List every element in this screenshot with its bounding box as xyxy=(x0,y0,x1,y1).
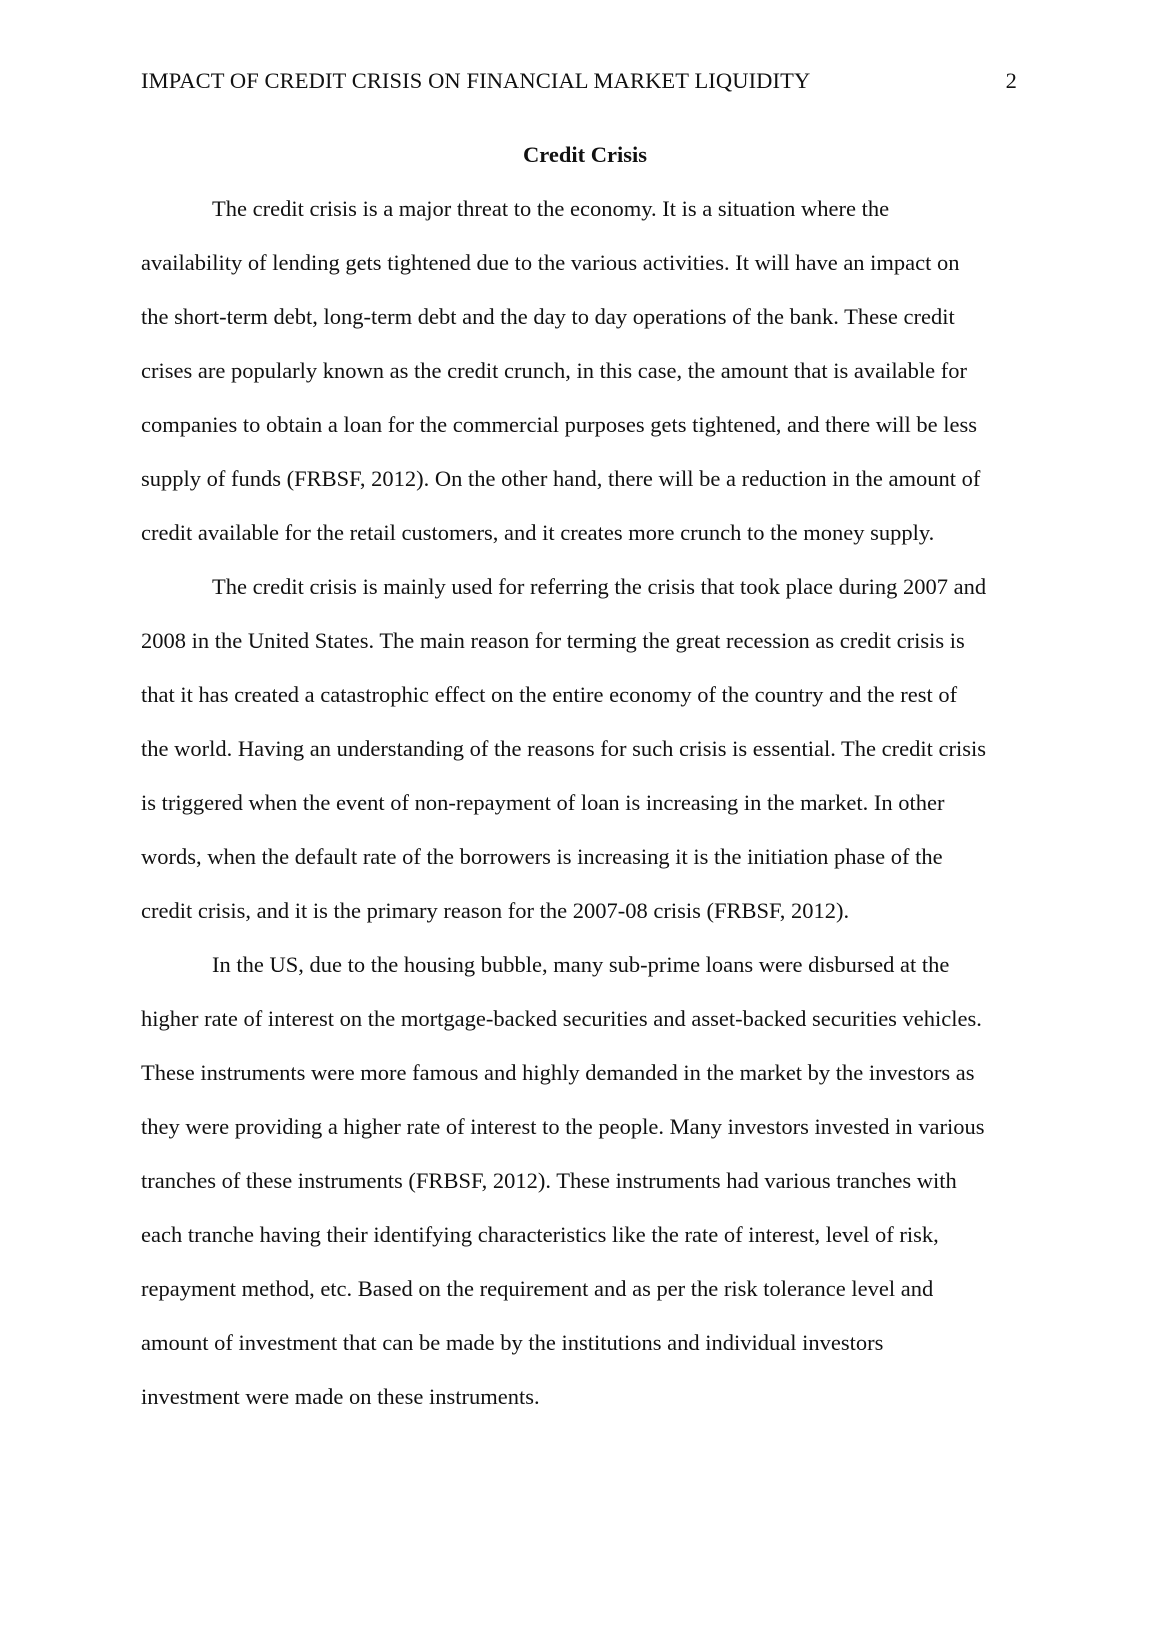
paragraph-line: higher rate of interest on the mortgage-backed securities and asset-backed securities vehicles. xyxy=(141,1006,982,1031)
paragraph-line: words, when the default rate of the borrowers is increasing it is the initiation phase of the xyxy=(141,844,943,869)
paragraph-line: repayment method, etc. Based on the requirement and as per the risk tolerance level and xyxy=(141,1276,934,1301)
paragraph-line: These instruments were more famous and highly demanded in the market by the investors as xyxy=(141,1060,975,1085)
running-head-title: IMPACT OF CREDIT CRISIS ON FINANCIAL MARKET LIQUIDITY xyxy=(141,68,811,93)
paragraph-line: that it has created a catastrophic effect on the entire economy of the country and the rest of xyxy=(141,682,958,707)
document-body xyxy=(141,128,1029,1424)
paragraph-3 xyxy=(141,938,1029,1424)
paragraph-line: is triggered when the event of non-repayment of loan is increasing in the market. In other xyxy=(141,790,945,815)
paragraph-line: supply of funds (FRBSF, 2012). On the other hand, there will be a reduction in the amount of xyxy=(141,466,981,491)
paragraph-line: the world. Having an understanding of the reasons for such crisis is essential. The credit crisis xyxy=(141,736,987,761)
paragraph-1 xyxy=(141,182,1029,560)
paragraph-line: they were providing a higher rate of interest to the people. Many investors invested in various xyxy=(141,1114,985,1139)
section-heading: Credit Crisis xyxy=(523,142,647,167)
paragraph-line: credit available for the retail customers, and it creates more crunch to the money supply. xyxy=(141,520,935,545)
paragraph-line: The credit crisis is mainly used for referring the crisis that took place during 2007 and xyxy=(212,574,987,599)
paragraph-line: tranches of these instruments (FRBSF, 2012). These instruments had various tranches with xyxy=(141,1168,957,1193)
paragraph-line: 2008 in the United States. The main reason for terming the great recession as credit crisis is xyxy=(141,628,965,653)
paragraph-line: credit crisis, and it is the primary reason for the 2007-08 crisis (FRBSF, 2012). xyxy=(141,898,850,923)
paragraph-line: the short-term debt, long-term debt and the day to day operations of the bank. These credit xyxy=(141,304,955,329)
running-head xyxy=(141,68,1017,98)
paragraph-line: amount of investment that can be made by the institutions and individual investors xyxy=(141,1330,884,1355)
paragraph-line: In the US, due to the housing bubble, many sub-prime loans were disbursed at the xyxy=(212,952,950,977)
page-number: 2 xyxy=(1005,68,1017,93)
paragraph-line: companies to obtain a loan for the commercial purposes gets tightened, and there will be less xyxy=(141,412,978,437)
paragraph-line: The credit crisis is a major threat to the economy. It is a situation where the xyxy=(212,196,890,221)
paragraph-2 xyxy=(141,560,1029,938)
paragraph-line: investment were made on these instruments. xyxy=(141,1384,540,1409)
paragraph-line: each tranche having their identifying characteristics like the rate of interest, level of risk, xyxy=(141,1222,939,1247)
paragraph-line: availability of lending gets tightened due to the various activities. It will have an impact on xyxy=(141,250,960,275)
paragraph-line: crises are popularly known as the credit crunch, in this case, the amount that is available for xyxy=(141,358,967,383)
